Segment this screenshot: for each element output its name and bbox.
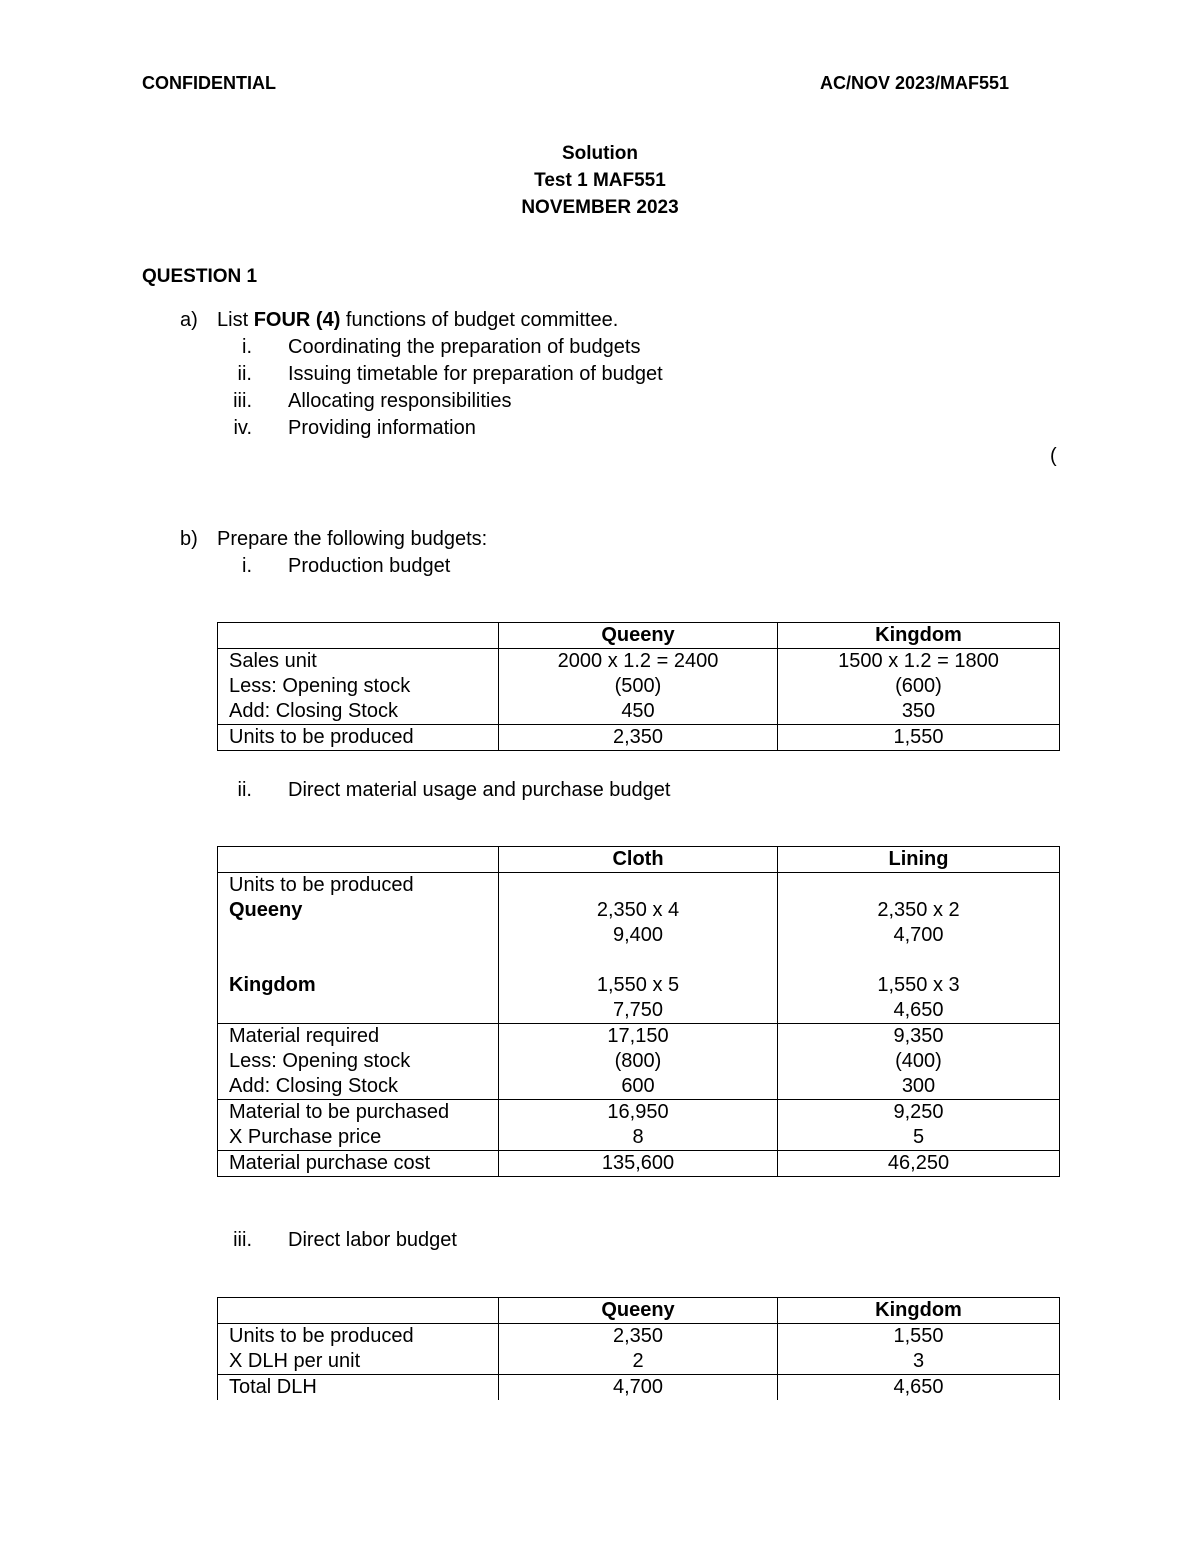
- labor-budget-table: [217, 1297, 1060, 1400]
- row-label: Total DLH: [218, 1375, 499, 1401]
- row-label: Material to be purchased: [218, 1100, 499, 1126]
- cell: 300: [778, 1074, 1060, 1100]
- section-numeral: i.: [242, 555, 252, 577]
- list-item: Coordinating the preparation of budgets: [288, 336, 641, 358]
- cell: 4,650: [778, 998, 1060, 1024]
- header-cell: Queeny: [499, 623, 778, 649]
- list-item: Allocating responsibilities: [288, 390, 512, 412]
- cell: 2000 x 1.2 = 2400: [499, 649, 778, 675]
- row-label: X Purchase price: [218, 1125, 499, 1151]
- cell: 2,350: [499, 725, 778, 751]
- list-numeral: ii.: [237, 363, 252, 385]
- cell: 135,600: [499, 1151, 778, 1177]
- material-budget-title: Direct material usage and purchase budget: [288, 779, 671, 801]
- cell: 9,350: [778, 1024, 1060, 1050]
- production-budget-table: [217, 622, 1060, 751]
- table-row: [218, 1074, 1060, 1100]
- header-course-code: AC/NOV 2023/MAF551: [820, 73, 1010, 93]
- cell: 1,550: [778, 1324, 1060, 1350]
- table-row: [218, 699, 1060, 725]
- table-total-row: [218, 1375, 1060, 1401]
- header-cell: Kingdom: [778, 1298, 1060, 1324]
- cell: [778, 948, 1060, 973]
- part-b-prompt: Prepare the following budgets:: [217, 528, 488, 550]
- part-a-prompt-bold: FOUR (4): [253, 309, 341, 331]
- cell: 1500 x 1.2 = 1800: [778, 649, 1060, 675]
- row-label: Add: Closing Stock: [218, 1074, 499, 1100]
- row-label: Units to be produced: [218, 725, 499, 751]
- cell: 2,350 x 4: [499, 898, 778, 923]
- header-confidential: CONFIDENTIAL: [142, 73, 276, 93]
- table-row: [218, 1049, 1060, 1074]
- row-label: Material purchase cost: [218, 1151, 499, 1177]
- cell: (600): [778, 674, 1060, 699]
- row-label: Queeny: [218, 898, 499, 923]
- title-date: NOVEMBER 2023: [521, 197, 679, 218]
- cell: 4,700: [778, 923, 1060, 948]
- cell: 1,550: [778, 725, 1060, 751]
- row-label: [218, 923, 499, 948]
- cell: 2,350: [499, 1324, 778, 1350]
- table-row: [218, 948, 1060, 973]
- table-row: [218, 1100, 1060, 1126]
- table-row: [218, 923, 1060, 948]
- table-row: [218, 674, 1060, 699]
- cell: 350: [778, 699, 1060, 725]
- cell: (500): [499, 674, 778, 699]
- cell: 450: [499, 699, 778, 725]
- cell: 9,250: [778, 1100, 1060, 1126]
- list-item: Providing information: [288, 417, 476, 439]
- row-label: Less: Opening stock: [218, 674, 499, 699]
- cell: 16,950: [499, 1100, 778, 1126]
- cell: 17,150: [499, 1024, 778, 1050]
- production-budget-title: Production budget: [288, 555, 451, 577]
- title-solution: Solution: [562, 143, 638, 164]
- table-row: [218, 873, 1060, 899]
- table-total-row: [218, 1151, 1060, 1177]
- material-budget-table: [217, 846, 1060, 1177]
- row-label: Kingdom: [218, 973, 499, 998]
- section-numeral: iii.: [233, 1229, 252, 1251]
- header-cell: [218, 1298, 499, 1324]
- cell: [499, 948, 778, 973]
- header-cell: [218, 623, 499, 649]
- section-numeral: ii.: [237, 779, 252, 801]
- table-row: [218, 1024, 1060, 1050]
- part-b-marker: b): [180, 528, 198, 550]
- row-label: Units to be produced: [218, 1324, 499, 1350]
- table-header-row: [218, 623, 1060, 649]
- part-a-prompt-post: functions of budget committee.: [340, 309, 619, 331]
- part-a-prompt: [217, 308, 618, 332]
- row-label: Units to be produced: [218, 873, 499, 899]
- cell: 2,350 x 2: [778, 898, 1060, 923]
- cell: 4,700: [499, 1375, 778, 1401]
- table-row: [218, 649, 1060, 675]
- row-label: Less: Opening stock: [218, 1049, 499, 1074]
- table-header-row: [218, 847, 1060, 873]
- header-cell: Queeny: [499, 1298, 778, 1324]
- row-label: X DLH per unit: [218, 1349, 499, 1375]
- row-label: Sales unit: [218, 649, 499, 675]
- part-a-prompt-pre: List: [217, 309, 254, 331]
- header-cell: Kingdom: [778, 623, 1060, 649]
- cell: 600: [499, 1074, 778, 1100]
- cell: 4,650: [778, 1375, 1060, 1401]
- table-row: [218, 998, 1060, 1024]
- labor-budget-title: Direct labor budget: [288, 1229, 457, 1251]
- list-numeral: i.: [242, 336, 252, 358]
- table-total-row: [218, 725, 1060, 751]
- cell: (800): [499, 1049, 778, 1074]
- table-row: [218, 898, 1060, 923]
- cell: 8: [499, 1125, 778, 1151]
- cell: 46,250: [778, 1151, 1060, 1177]
- table-header-row: [218, 1298, 1060, 1324]
- table-row: [218, 1349, 1060, 1375]
- title-test: Test 1 MAF551: [534, 170, 666, 191]
- part-a-marker: a): [180, 309, 198, 331]
- cell: 9,400: [499, 923, 778, 948]
- cell: 5: [778, 1125, 1060, 1151]
- row-label: [218, 948, 499, 973]
- list-numeral: iii.: [233, 390, 252, 412]
- list-item: Issuing timetable for preparation of budget: [288, 363, 663, 385]
- cell: 3: [778, 1349, 1060, 1375]
- table-row: [218, 1324, 1060, 1350]
- table-row: [218, 973, 1060, 998]
- header-cell: [218, 847, 499, 873]
- cell: (400): [778, 1049, 1060, 1074]
- header-cell: Lining: [778, 847, 1060, 873]
- marks-bracket: (: [1050, 445, 1057, 467]
- cell: 1,550 x 5: [499, 973, 778, 998]
- cell: [499, 873, 778, 899]
- cell: [778, 873, 1060, 899]
- header-cell: Cloth: [499, 847, 778, 873]
- row-label: Material required: [218, 1024, 499, 1050]
- question-heading: QUESTION 1: [142, 266, 258, 287]
- list-numeral: iv.: [233, 417, 252, 439]
- row-label: Add: Closing Stock: [218, 699, 499, 725]
- table-row: [218, 1125, 1060, 1151]
- row-label: [218, 998, 499, 1024]
- cell: 1,550 x 3: [778, 973, 1060, 998]
- cell: 2: [499, 1349, 778, 1375]
- cell: 7,750: [499, 998, 778, 1024]
